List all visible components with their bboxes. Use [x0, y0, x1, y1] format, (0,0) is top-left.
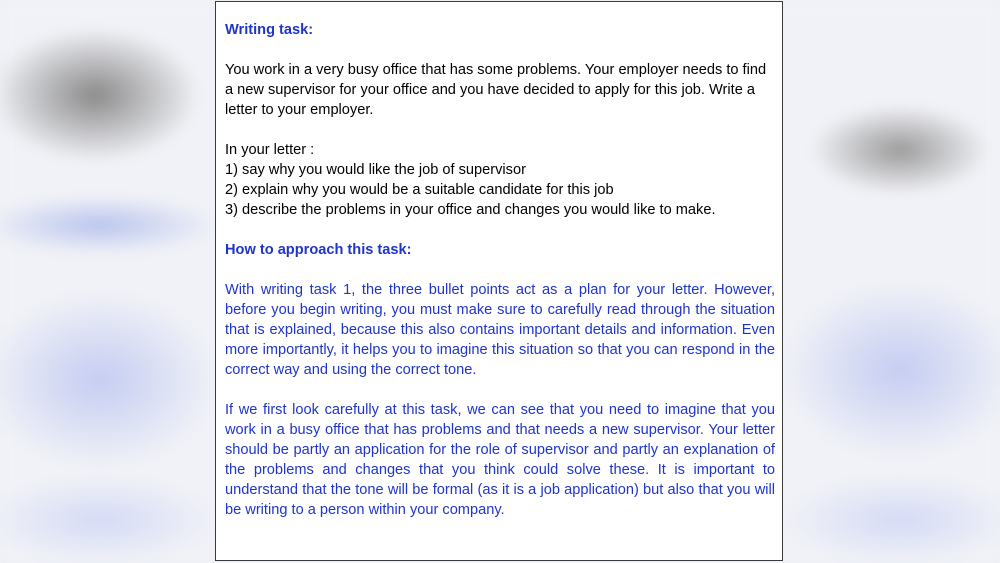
task-description: You work in a very busy office that has some problems. Your employer needs to find a new supervisor for your office and you have decided to apply for this job. Write a letter to your employer.: [225, 62, 767, 118]
task-point-3: 3) describe the problems in your office and changes you would like to make.: [225, 202, 716, 218]
approach-paragraph-1: With writing task 1, the three bullet points act as a plan for your letter. However, before you begin writing, you must make sure to carefully read through the situation that is explained, because this also contains important details and information. Even more importantly, it helps you to imagine this situation so that you can respond in the correct way and using the correct tone.: [225, 282, 775, 378]
writing-task-heading: Writing task:: [225, 22, 314, 38]
task-point-2: 2) explain why you would be a suitable candidate for this job: [225, 182, 614, 198]
letter-intro: In your letter :: [225, 142, 315, 158]
approach-paragraph-2: If we first look carefully at this task, we can see that you need to imagine that you work in a busy office that has problems and that needs a new supervisor. Your letter should be partly an application for the role of supervisor and partly an explanation of the problems and changes that you think could solve these. It is important to understand that the tone will be formal (as it is a job application) but also that you will be writing to a person within your company.: [225, 402, 775, 518]
task-point-1: 1) say why you would like the job of supervisor: [225, 162, 526, 178]
document-page: [215, 1, 783, 561]
approach-heading: How to approach this task:: [225, 242, 412, 258]
